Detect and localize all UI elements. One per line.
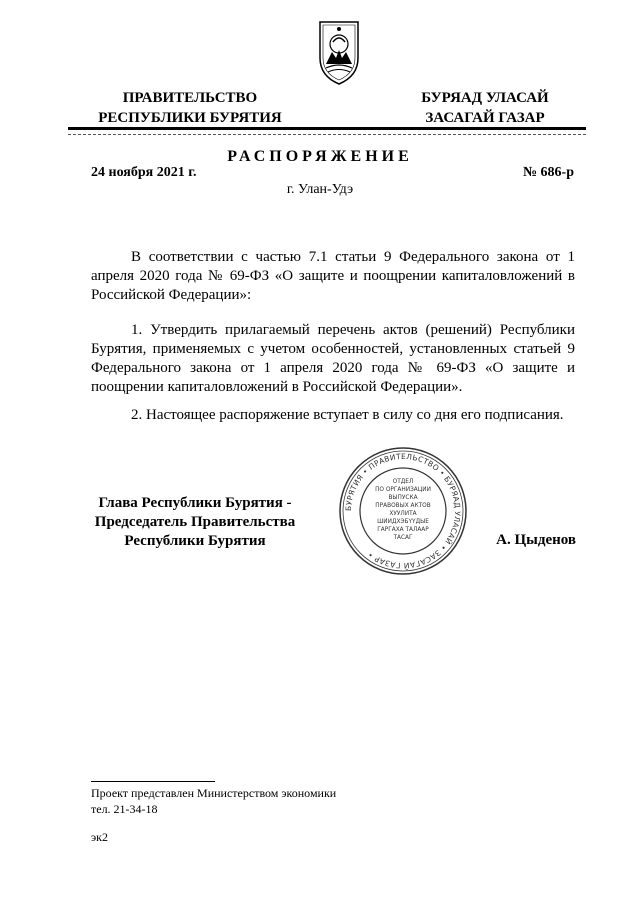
- seal-center-line: ГАРГАХА ТАЛААР: [377, 527, 429, 533]
- footnote-code: эк2: [91, 830, 108, 844]
- government-name-line2: РЕСПУБЛИКИ БУРЯТИЯ: [98, 110, 282, 126]
- government-name-line1: ПРАВИТЕЛЬСТВО: [122, 90, 258, 106]
- seal-center-line: ПО ОРГАНИЗАЦИИ: [375, 487, 431, 493]
- coat-of-arms-icon: [314, 18, 364, 88]
- signatory-position-line1: Глава Республики Бурятия -: [98, 495, 292, 511]
- seal-center-line: ШИИДХЭБҮҮДЫЕ: [377, 519, 429, 525]
- government-name-buryat-line1: БУРЯАД УЛАСАЙ: [421, 90, 549, 106]
- signatory-position-line3: Республики Бурятия: [124, 533, 266, 549]
- preamble-paragraph: В соответствии с частью 7.1 статьи 9 Федерального закона от 1 апреля 2020 года № 69-ФЗ «О защите и поощрении капиталовложений в Российской Федерации»:: [91, 249, 575, 303]
- seal-center-line: ХУУЛИТА: [389, 511, 417, 517]
- clause-1-paragraph: 1. Утвердить прилагаемый перечень актов (решений) Республики Бурятия, применяемых с учетом особенностей, установленных статьей 9 Федерального закона от 1 апреля 2020 года № 69-ФЗ «О защите и поощрении капиталовложений в Российской Федерации».: [91, 322, 575, 395]
- footnote-phone: тел. 21-34-18: [91, 802, 158, 816]
- official-seal: [337, 446, 469, 576]
- seal-center-line: ВЫПУСКА: [388, 495, 418, 501]
- document-date: 24 ноября 2021 г.: [91, 165, 197, 180]
- signatory-position: [60, 494, 330, 551]
- header-divider: [68, 127, 586, 130]
- clause-2-paragraph: 2. Настоящее распоряжение вступает в силу со дня его подписания.: [131, 407, 564, 423]
- government-name-russian: [90, 88, 290, 128]
- footnote-divider: [91, 781, 215, 782]
- seal-ring-text: БУРЯТИЯ • ПРАВИТЕЛЬСТВО • БУРЯАД УЛАСАЙ • ЗАСАГАЙ ГАЗАР •: [343, 451, 463, 571]
- government-name-buryat-line2: ЗАСАГАЙ ГАЗАР: [425, 110, 545, 126]
- signatory-name: А. Цыденов: [496, 532, 576, 548]
- document-number: № 686-р: [522, 165, 574, 180]
- signatory-position-line2: Председатель Правительства: [94, 514, 296, 530]
- seal-center-line: ТАСАГ: [393, 535, 413, 541]
- header-dotted-divider: [68, 134, 586, 135]
- document-city: г. Улан-Удэ: [286, 182, 354, 197]
- document-title: РАСПОРЯЖЕНИЕ: [227, 148, 413, 165]
- seal-center-line: ПРАВОВЫХ АКТОВ: [375, 503, 431, 509]
- footnote-prepared-by: Проект представлен Министерством экономики: [91, 786, 337, 800]
- government-name-buryat: [400, 88, 570, 128]
- seal-center-line: ОТДЕЛ: [392, 479, 414, 485]
